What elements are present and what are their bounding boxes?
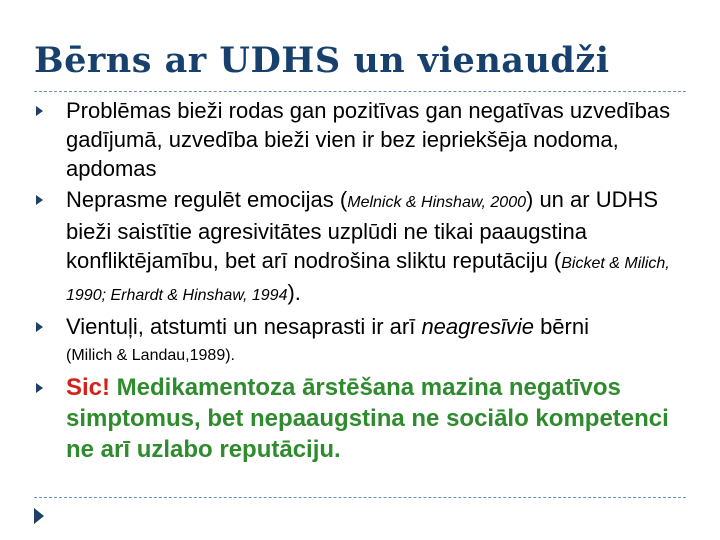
bullet-text: Medikamentoza ārstēšana mazina negatīvos simptomus, bet nepaaugstina ne sociālo kompetenci ne arī uzlabo reputāciju. [66, 374, 669, 463]
bullet-item [34, 312, 694, 370]
bullet-text: bērni [533, 314, 589, 339]
bullet-triangle-icon [36, 322, 43, 332]
bullet-item-highlight [34, 372, 694, 465]
bullet-item [34, 96, 694, 183]
bullet-text: ) un ar UDHS bieži saistītie agresivitātes uzplūdi ne tikai paaugstina konfliktējamību, bet arī nodrošina sliktu reputāciju ( [66, 187, 659, 273]
slide-title: Bērns ar UDHS un vienaudži [34, 40, 610, 81]
bullet-text: Vientuļi, atstumti un nesaprasti ir arī [66, 314, 422, 339]
bullet-text: Problēmas bieži rodas gan pozitīvas gan negatīvas uzvedības gadījumā, uzvedība bieži vien ir bez iepriekšēja nodoma, apdomas [66, 98, 671, 181]
footer-divider [34, 497, 686, 498]
bullet-triangle-icon [36, 383, 43, 393]
sic-label: Sic! [66, 374, 111, 401]
bullet-list [34, 96, 694, 465]
bullet-text: Neprasme regulēt emocijas ( [66, 187, 348, 212]
citation: (Milich & Landau,1989). [66, 347, 235, 364]
emphasis-text: neagresīvie [421, 314, 534, 339]
next-slide-triangle-icon[interactable] [34, 508, 44, 524]
bullet-item [34, 185, 694, 310]
title-divider [34, 91, 686, 92]
citation: Bicket & Milich, 1990; Erhardt & Hinshaw, 1994 [66, 255, 670, 304]
bullet-text: ). [287, 280, 301, 305]
bullet-triangle-icon [36, 195, 43, 205]
citation: Melnick & Hinshaw, 2000 [347, 194, 526, 211]
bullet-triangle-icon [36, 106, 43, 116]
